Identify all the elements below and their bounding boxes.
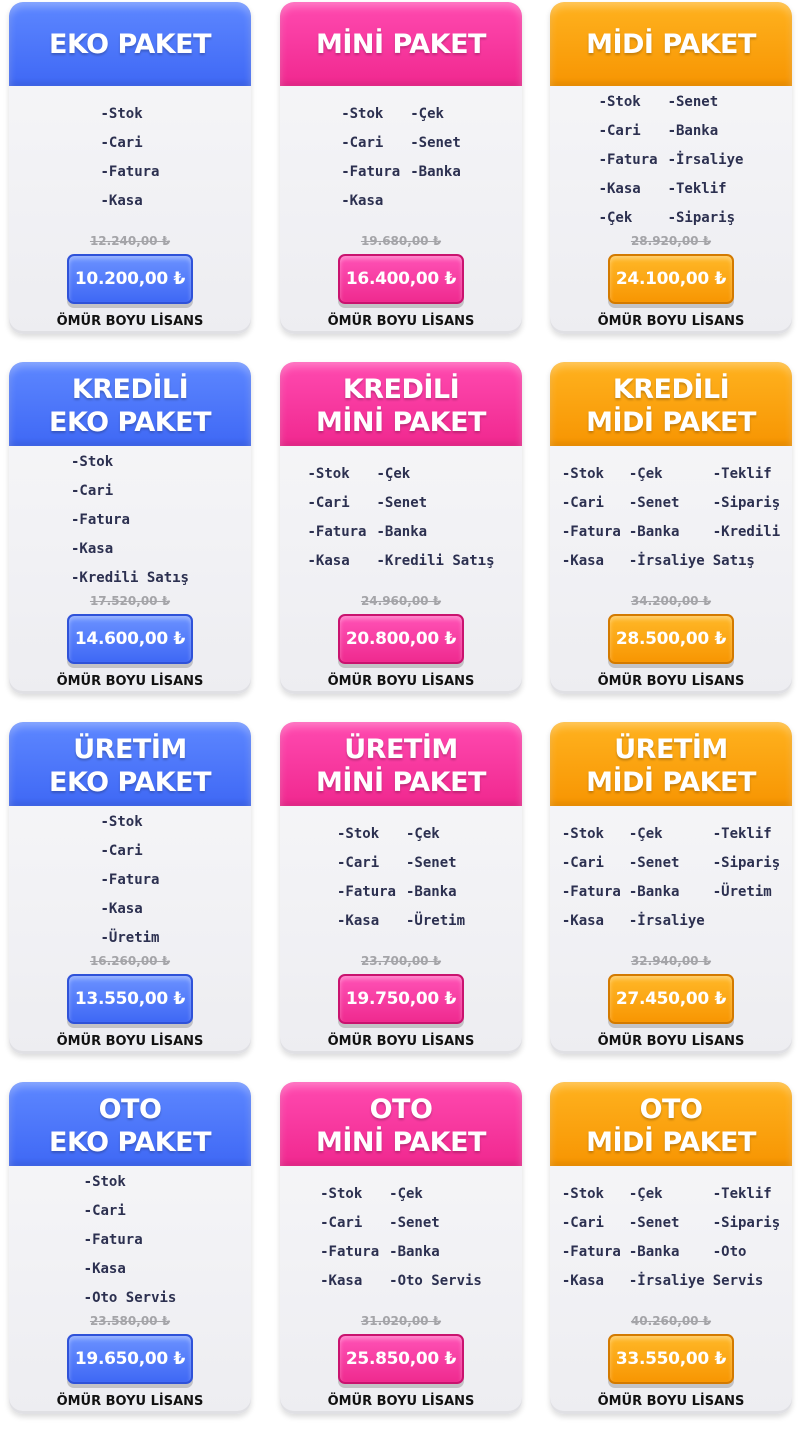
feature-item: -Kasa	[336, 913, 380, 929]
feature-item: -Kasa	[598, 181, 641, 197]
feature-list	[280, 820, 522, 936]
feature-item: -Çek	[598, 210, 633, 226]
feature-item: -Stok	[598, 94, 641, 110]
price-button[interactable]: 27.450,00 ₺	[608, 974, 734, 1024]
card-title-line: EKO PAKET	[49, 1127, 211, 1158]
price-button[interactable]: 19.650,00 ₺	[67, 1334, 193, 1384]
feature-column	[377, 460, 495, 576]
feature-item: -Banka	[406, 884, 457, 900]
card-title-line: KREDİLİ	[71, 374, 189, 405]
feature-column	[713, 820, 780, 936]
license-label: ÖMÜR BOYU LİSANS	[597, 314, 745, 329]
feature-item: -Cari	[598, 123, 641, 139]
license-label: ÖMÜR BOYU LİSANS	[56, 1034, 204, 1049]
feature-item: -Kasa	[100, 193, 143, 209]
feature-item: -Üretim	[100, 930, 160, 946]
feature-list	[9, 448, 251, 593]
card-title-line: MİDİ PAKET	[586, 28, 756, 60]
pricing-card[interactable]	[9, 362, 251, 694]
card-title-line: KREDİLİ	[342, 374, 460, 405]
old-price: 23.580,00 ₺	[89, 1314, 171, 1328]
card-header	[9, 1082, 251, 1166]
license-label: ÖMÜR BOYU LİSANS	[327, 1394, 475, 1409]
feature-item: -Cari	[561, 855, 604, 871]
card-header	[280, 2, 522, 86]
feature-item: -Banka	[628, 884, 680, 900]
feature-item: -Fatura	[307, 524, 367, 540]
feature-list	[280, 100, 522, 216]
feature-column	[713, 1180, 780, 1296]
card-title-line: OTO	[369, 1094, 433, 1125]
license-label: ÖMÜR BOYU LİSANS	[327, 314, 475, 329]
feature-item: -Çek	[406, 826, 440, 842]
card-header	[550, 2, 792, 86]
price-button[interactable]: 16.400,00 ₺	[338, 254, 464, 304]
card-header	[9, 362, 251, 446]
feature-item: -Kasa	[100, 901, 143, 917]
feature-item: -Cari	[70, 483, 114, 499]
feature-item: -Sipariş	[712, 855, 781, 871]
card-title-line: OTO	[639, 1094, 703, 1125]
feature-item: -Banka	[628, 1244, 680, 1260]
feature-item: -Teklif	[712, 1186, 772, 1202]
feature-column	[100, 100, 159, 216]
feature-item: -Çek	[376, 466, 411, 482]
feature-item: -Fatura	[561, 524, 621, 540]
feature-item: -Sipariş	[712, 495, 781, 511]
feature-list	[550, 820, 792, 936]
pricing-card[interactable]	[550, 362, 792, 694]
feature-column	[410, 100, 461, 216]
feature-item: -Cari	[100, 843, 143, 859]
feature-column	[71, 448, 189, 593]
feature-item: -Teklif	[667, 181, 727, 197]
feature-column	[84, 1168, 177, 1313]
feature-item: -Stok	[83, 1174, 126, 1190]
feature-column	[713, 460, 780, 576]
card-title-line: MİNİ PAKET	[316, 1127, 486, 1158]
license-label: ÖMÜR BOYU LİSANS	[327, 1034, 475, 1049]
feature-item: -Oto	[712, 1244, 747, 1260]
feature-item: -Cari	[320, 1215, 363, 1231]
feature-column	[562, 460, 621, 576]
feature-item: -Kasa	[561, 913, 604, 929]
card-title-line: MİNİ PAKET	[316, 767, 486, 798]
feature-item: -Üretim	[712, 884, 772, 900]
card-title-line: MİDİ PAKET	[586, 407, 756, 438]
feature-item: -Stok	[341, 106, 384, 122]
card-title-line: KREDİLİ	[612, 374, 730, 405]
feature-item: -Cari	[100, 135, 143, 151]
license-label: ÖMÜR BOYU LİSANS	[597, 1034, 745, 1049]
price-button[interactable]: 25.850,00 ₺	[338, 1334, 464, 1384]
feature-item: -Üretim	[406, 913, 466, 929]
card-title-line: ÜRETİM	[344, 734, 458, 765]
card-title-line: MİDİ PAKET	[586, 1127, 756, 1158]
feature-item: -Fatura	[100, 872, 160, 888]
feature-item: -İrsaliye	[667, 152, 744, 168]
old-price: 34.200,00 ₺	[630, 594, 712, 608]
feature-item: -Fatura	[100, 164, 160, 180]
feature-column	[100, 808, 159, 953]
feature-column	[320, 1180, 379, 1296]
feature-item: -Stok	[561, 826, 604, 842]
old-price: 28.920,00 ₺	[630, 234, 712, 248]
feature-item: -Kasa	[561, 553, 604, 569]
price-button[interactable]: 13.550,00 ₺	[67, 974, 193, 1024]
feature-item: -Kredili	[712, 524, 781, 540]
card-title-line: MİDİ PAKET	[586, 767, 756, 798]
feature-item: -Fatura	[70, 512, 130, 528]
pricing-card[interactable]	[280, 362, 522, 694]
pricing-card[interactable]	[550, 1082, 792, 1414]
feature-item: -Senet	[628, 495, 680, 511]
feature-item: -Kasa	[70, 541, 114, 557]
pricing-card[interactable]	[280, 2, 522, 334]
pricing-card[interactable]	[550, 2, 792, 334]
price-button[interactable]: 33.550,00 ₺	[608, 1334, 734, 1384]
price-button[interactable]: 20.800,00 ₺	[338, 614, 464, 664]
price-button[interactable]: 19.750,00 ₺	[338, 974, 464, 1024]
feature-item: -Stok	[561, 1186, 604, 1202]
feature-item: -Banka	[376, 524, 428, 540]
old-price: 19.680,00 ₺	[360, 234, 442, 248]
feature-item: -Kredili Satış	[70, 570, 189, 586]
price-button[interactable]: 10.200,00 ₺	[67, 254, 193, 304]
feature-list	[9, 1168, 251, 1313]
feature-column	[389, 1180, 482, 1296]
feature-item: -Stok	[561, 466, 604, 482]
old-price: 31.020,00 ₺	[360, 1314, 442, 1328]
feature-item: -Banka	[667, 123, 719, 139]
feature-item: -Banka	[628, 524, 680, 540]
feature-item: -Kasa	[561, 1273, 604, 1289]
card-title-line: OTO	[98, 1094, 162, 1125]
feature-item: -Stok	[70, 454, 114, 470]
feature-item: -Fatura	[320, 1244, 380, 1260]
feature-item: -Banka	[410, 164, 461, 180]
feature-list	[280, 460, 522, 576]
pricing-card[interactable]	[9, 2, 251, 334]
feature-item: -Çek	[628, 1186, 663, 1202]
feature-column	[341, 100, 400, 216]
feature-column	[668, 88, 744, 233]
feature-item: -Senet	[406, 855, 457, 871]
feature-item: -Teklif	[712, 826, 772, 842]
feature-list	[550, 460, 792, 576]
feature-item: -Fatura	[561, 884, 621, 900]
card-title-line: ÜRETİM	[73, 734, 187, 765]
feature-item: -Senet	[410, 135, 461, 151]
feature-column	[307, 460, 366, 576]
feature-item: -Banka	[389, 1244, 440, 1260]
card-title-line: EKO PAKET	[49, 28, 211, 60]
feature-item: -Çek	[628, 466, 663, 482]
pricing-card[interactable]	[280, 1082, 522, 1414]
feature-item: -Senet	[628, 1215, 680, 1231]
feature-item: -Stok	[100, 106, 143, 122]
feature-item: -Sipariş	[712, 1215, 781, 1231]
feature-item: -Fatura	[341, 164, 401, 180]
feature-item: -Kredili Satış	[376, 553, 495, 569]
feature-item: -Cari	[561, 495, 604, 511]
old-price: 23.700,00 ₺	[360, 954, 442, 968]
pricing-card[interactable]	[9, 722, 251, 1054]
feature-item: -İrsaliye	[628, 913, 705, 929]
feature-list	[9, 808, 251, 953]
feature-item: -İrsaliye	[628, 553, 705, 569]
feature-item: -Stok	[336, 826, 380, 842]
pricing-card[interactable]	[550, 722, 792, 1054]
card-title-line: MİNİ PAKET	[316, 28, 486, 60]
license-label: ÖMÜR BOYU LİSANS	[56, 674, 204, 689]
feature-item: -Fatura	[598, 152, 658, 168]
feature-column	[337, 820, 396, 936]
license-label: ÖMÜR BOYU LİSANS	[327, 674, 475, 689]
feature-column	[599, 88, 658, 233]
feature-item: -Senet	[628, 855, 680, 871]
feature-column	[629, 820, 705, 936]
feature-item: -Çek	[410, 106, 444, 122]
feature-item: -Fatura	[83, 1232, 143, 1248]
card-header	[280, 362, 522, 446]
old-price: 16.260,00 ₺	[89, 954, 171, 968]
feature-item: Servis	[712, 1273, 764, 1289]
feature-item: -Cari	[561, 1215, 604, 1231]
old-price: 40.260,00 ₺	[630, 1314, 712, 1328]
feature-list	[280, 1180, 522, 1296]
license-label: ÖMÜR BOYU LİSANS	[597, 674, 745, 689]
card-header	[280, 1082, 522, 1166]
old-price: 17.520,00 ₺	[89, 594, 171, 608]
feature-item: -Oto Servis	[389, 1273, 482, 1289]
card-header	[550, 722, 792, 806]
feature-item: -Fatura	[561, 1244, 621, 1260]
pricing-card[interactable]	[280, 722, 522, 1054]
feature-item: -Cari	[307, 495, 350, 511]
price-button[interactable]: 24.100,00 ₺	[608, 254, 734, 304]
feature-item: -Fatura	[336, 884, 396, 900]
card-header	[550, 362, 792, 446]
feature-item: -Teklif	[712, 466, 772, 482]
feature-item: -Kasa	[83, 1261, 126, 1277]
feature-column	[406, 820, 465, 936]
feature-item: Satış	[712, 553, 755, 569]
feature-column	[629, 1180, 705, 1296]
feature-column	[562, 1180, 621, 1296]
feature-item: -Oto Servis	[83, 1290, 177, 1306]
price-button[interactable]: 28.500,00 ₺	[608, 614, 734, 664]
feature-item: -Cari	[341, 135, 384, 151]
card-title-line: EKO PAKET	[49, 767, 211, 798]
license-label: ÖMÜR BOYU LİSANS	[56, 1394, 204, 1409]
card-header	[9, 722, 251, 806]
feature-item: -Stok	[320, 1186, 363, 1202]
feature-item: -Kasa	[307, 553, 350, 569]
feature-list	[9, 100, 251, 216]
license-label: ÖMÜR BOYU LİSANS	[56, 314, 204, 329]
feature-item: -Senet	[667, 94, 719, 110]
pricing-card[interactable]	[9, 1082, 251, 1414]
card-title-line: MİNİ PAKET	[316, 407, 486, 438]
old-price: 24.960,00 ₺	[360, 594, 442, 608]
old-price: 12.240,00 ₺	[89, 234, 171, 248]
feature-item: -Stok	[100, 814, 143, 830]
feature-item: -İrsaliye	[628, 1273, 705, 1289]
feature-item: -Cari	[336, 855, 380, 871]
card-title-line: EKO PAKET	[49, 407, 211, 438]
feature-item: -Stok	[307, 466, 350, 482]
card-header	[280, 722, 522, 806]
feature-item: -Kasa	[320, 1273, 363, 1289]
feature-item: -Senet	[389, 1215, 440, 1231]
feature-item: -Çek	[628, 826, 663, 842]
feature-list	[550, 1180, 792, 1296]
license-label: ÖMÜR BOYU LİSANS	[597, 1394, 745, 1409]
feature-item: -Çek	[389, 1186, 423, 1202]
feature-column	[562, 820, 621, 936]
card-title-line: ÜRETİM	[614, 734, 728, 765]
old-price: 32.940,00 ₺	[630, 954, 712, 968]
feature-item: -Kasa	[341, 193, 384, 209]
feature-list	[550, 88, 792, 233]
feature-item: -Senet	[376, 495, 428, 511]
feature-column	[629, 460, 705, 576]
feature-item: -Cari	[83, 1203, 126, 1219]
feature-item: -Sipariş	[667, 210, 736, 226]
card-header	[9, 2, 251, 86]
card-header	[550, 1082, 792, 1166]
price-button[interactable]: 14.600,00 ₺	[67, 614, 193, 664]
